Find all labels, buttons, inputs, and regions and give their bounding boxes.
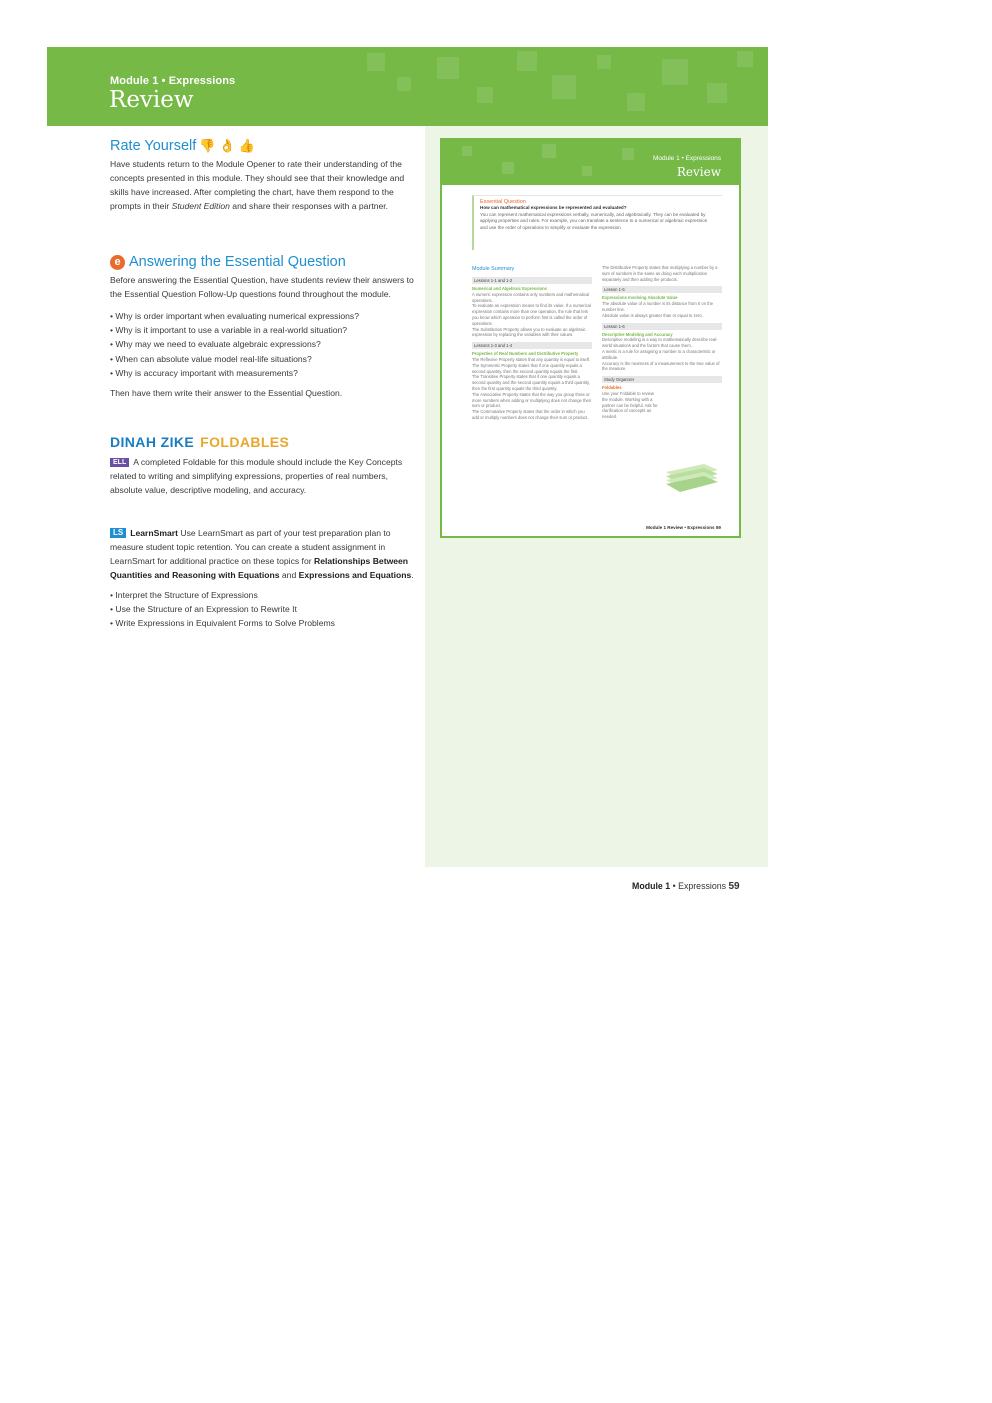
decor-square	[397, 77, 411, 91]
list-item: The Associative Property states that the way you group three or more numbers when adding or multiplying does not change their sum or product.	[472, 391, 592, 409]
thumbnail-footer: Module 1 Review • Expressions 59	[646, 525, 721, 530]
decor-square	[707, 83, 727, 103]
decor-square	[367, 53, 385, 71]
page-number: 59	[728, 881, 740, 892]
decor-square	[597, 55, 611, 69]
rate-yourself-text	[110, 157, 415, 213]
decor-square	[627, 93, 645, 111]
list-item: • Why is it important to use a variable in a real-world situation?	[110, 323, 415, 337]
foldables-word	[200, 435, 289, 449]
learnsmart-name: LearnSmart	[130, 528, 178, 538]
page-title: Review	[109, 87, 194, 113]
thumbnail-lessons-b: Lessons 1-3 and 1-4	[472, 342, 592, 349]
rate-emph: Student Edition	[171, 201, 230, 211]
thumbnail-eq-box	[472, 195, 722, 250]
learnsmart-badge: LS	[110, 528, 126, 538]
list-item: The Symmetric Property states that if one quantity equals a second quantity, then the second quantity equals the first.	[472, 362, 582, 374]
learnsmart-period: .	[411, 570, 414, 580]
module-label: Module 1 • Expressions	[110, 75, 236, 87]
essential-question-heading	[110, 253, 415, 271]
learnsmart-section	[110, 524, 415, 631]
decor-square	[582, 166, 592, 176]
learnsmart-and: and	[279, 570, 299, 580]
thumbnail-lessons-a-title: Numerical and Algebraic Expressions	[472, 286, 548, 291]
decor-square	[502, 162, 514, 174]
thumbnail-lessons-b-title: Properties of Real Numbers and Distributive Property	[472, 351, 579, 357]
thumbnail-lesson-d-title: Descriptive Modeling and Accuracy	[602, 331, 673, 337]
thumbnail-foldables-text: Use your Foldable to review the module. Working with a partner can be helpful. Ask for clarification of concepts as needed.	[602, 390, 658, 420]
foldables-logo	[110, 435, 415, 449]
decor-square	[552, 75, 576, 99]
foldables-text-block	[110, 455, 415, 497]
learnsmart-text: Use LearnSmart as part of your test preparation plan to measure student topic retention. You can create a student assignment in LearnSmart for additional practice on these topics for	[110, 528, 391, 566]
list-item: • Why is order important when evaluating numerical expressions?	[110, 309, 415, 323]
thumbnail-eq-answer: You can represent mathematical expressions verbally, numerically, and algebraically. They can be evaluated by applying properties and rules. For example, you can translate a sentence to a numerical or algebraic expression and use the order of operations to simplify or evaluate the expression.	[480, 211, 708, 230]
page-footer	[632, 881, 740, 892]
foldables-brand: DINAH ZIKE	[110, 434, 195, 450]
thumbnail-col-1	[472, 265, 592, 421]
essential-question-closing: Then have them write their answer to the Essential Question.	[110, 388, 343, 399]
thumbnail-study-organizer: Study Organizer	[602, 376, 722, 383]
student-page-thumbnail	[440, 138, 741, 538]
footer-section: Expressions	[678, 881, 727, 891]
thumbnail-lesson-d: Lesson 1-6	[602, 323, 722, 330]
list-item: Absolute value is always greater than or equal to zero.	[602, 312, 703, 318]
list-item: • Write Expressions in Equivalent Forms to Solve Problems	[110, 616, 415, 630]
thumbnail-summary-heading: Module Summary	[472, 266, 515, 272]
decor-square	[477, 87, 493, 103]
thumbnail-lesson-c-title: Expressions Involving Absolute Value	[602, 295, 678, 301]
thumbnail-col-2	[602, 265, 722, 420]
foldables-letters: FOLDABLES	[200, 434, 290, 450]
thumbnail-module: Module 1 • Expressions	[652, 155, 721, 162]
foldables-text: A completed Foldable for this module should include the Key Concepts related to writing and simplifying expressions, properties of real numbers, absolute value, descriptive modeling, and accuracy.	[110, 457, 403, 495]
learnsmart-text-block	[110, 526, 415, 582]
rate-text: Have students return to the Module Opener to rate their understanding of the concepts presented in this module. They should see that their knowledge and skills have increased. After completing the chart, have them respond to the prompts in their	[110, 159, 405, 211]
list-item: • Use the Structure of an Expression to Rewrite It	[110, 602, 415, 616]
learnsmart-topic-1: Relationships Between Quantities and Reasoning with Equations	[110, 556, 409, 580]
decor-square	[462, 146, 472, 156]
decor-square	[622, 148, 634, 160]
list-item: Accuracy is the nearness of a measurement to the true value of the measure.	[602, 360, 720, 372]
list-item: The Transitive Property states that if one quantity equals a second quantity and the second quantity equals a third quantity, then the first quantity equals the third quantity.	[472, 374, 590, 391]
list-item: The Commutative Property states that the order in which you add or multiply numbers does not change their sum or product.	[472, 409, 589, 420]
list-item: Descriptive modeling is a way to mathematically describe real-world situations and the factors that cause them.	[602, 337, 718, 349]
footer-module: Module 1	[632, 881, 671, 891]
thumbnail-foldables-label: Foldables	[602, 385, 622, 391]
list-item: The Substitution Property allows you to evaluate an algebraic expression by replacing the variables with their values.	[472, 326, 586, 338]
thumbnail-lessons-a: Lessons 1-1 and 1-2	[472, 277, 592, 284]
learnsmart-list	[110, 588, 415, 631]
essential-question-title: Answering the Essential Question	[129, 254, 346, 270]
thumbnail-eq-question: How can mathematical expressions be represented and evaluated?	[480, 205, 627, 211]
list-item: • When can absolute value model real-life situations?	[110, 352, 415, 366]
list-item: To evaluate an expression means to find its value. If a numerical expression contains more than one operation, the rule that lets you know which operation to perform first is called the order of operations.	[472, 303, 591, 326]
list-item: • Interpret the Structure of Expressions	[110, 588, 415, 602]
rate-text-end: and share their responses with a partner.	[229, 201, 389, 211]
thumbs-icons: 👎 👌 👍	[199, 138, 256, 153]
decor-square	[662, 59, 688, 85]
essential-question-intro: Before answering the Essential Question, have students review their answers to the Essential Question Follow-Up questions found throughout the module.	[110, 275, 414, 299]
list-item: • Why may we need to evaluate algebraic expressions?	[110, 337, 415, 351]
rate-yourself-section	[110, 137, 415, 213]
list-item: The absolute value of a number is its distance from 0 on the number line.	[602, 301, 714, 312]
decor-square	[737, 51, 753, 67]
list-item: • Why is accuracy important with measurements?	[110, 366, 415, 380]
essential-question-icon: e	[110, 255, 125, 270]
list-item: The Reflexive Property states that any quantity is equal to itself.	[472, 356, 591, 362]
ell-badge: ELL	[110, 458, 129, 467]
essential-question-list	[110, 309, 415, 380]
header-banner	[47, 47, 768, 126]
list-item: A metric is a rule for assigning a number to a characteristic or attribute.	[602, 348, 716, 360]
list-item: A numeric expression contains only numbers and mathematical operations.	[472, 291, 590, 303]
thumbnail-eq-heading: Essential Question	[480, 199, 526, 205]
decor-square	[517, 51, 537, 71]
footer-sep: •	[670, 881, 679, 891]
thumbnail-header	[442, 140, 739, 185]
thumbnail-title: Review	[676, 165, 721, 179]
decor-square	[437, 57, 459, 79]
foldables-section	[110, 435, 415, 497]
learnsmart-topic-2: Expressions and Equations	[298, 570, 412, 580]
rate-yourself-title: Rate Yourself	[110, 138, 197, 154]
thumbnail-lesson-c: Lesson 1-5	[602, 286, 722, 293]
decor-square	[542, 144, 556, 158]
list-item: The Distributive Property states that multiplying a number by a sum of numbers is the same as doing each multiplication separately and then adding the products.	[602, 265, 718, 282]
rate-yourself-heading	[110, 137, 415, 155]
foldable-illustration	[664, 458, 720, 494]
essential-question-section	[110, 253, 415, 400]
